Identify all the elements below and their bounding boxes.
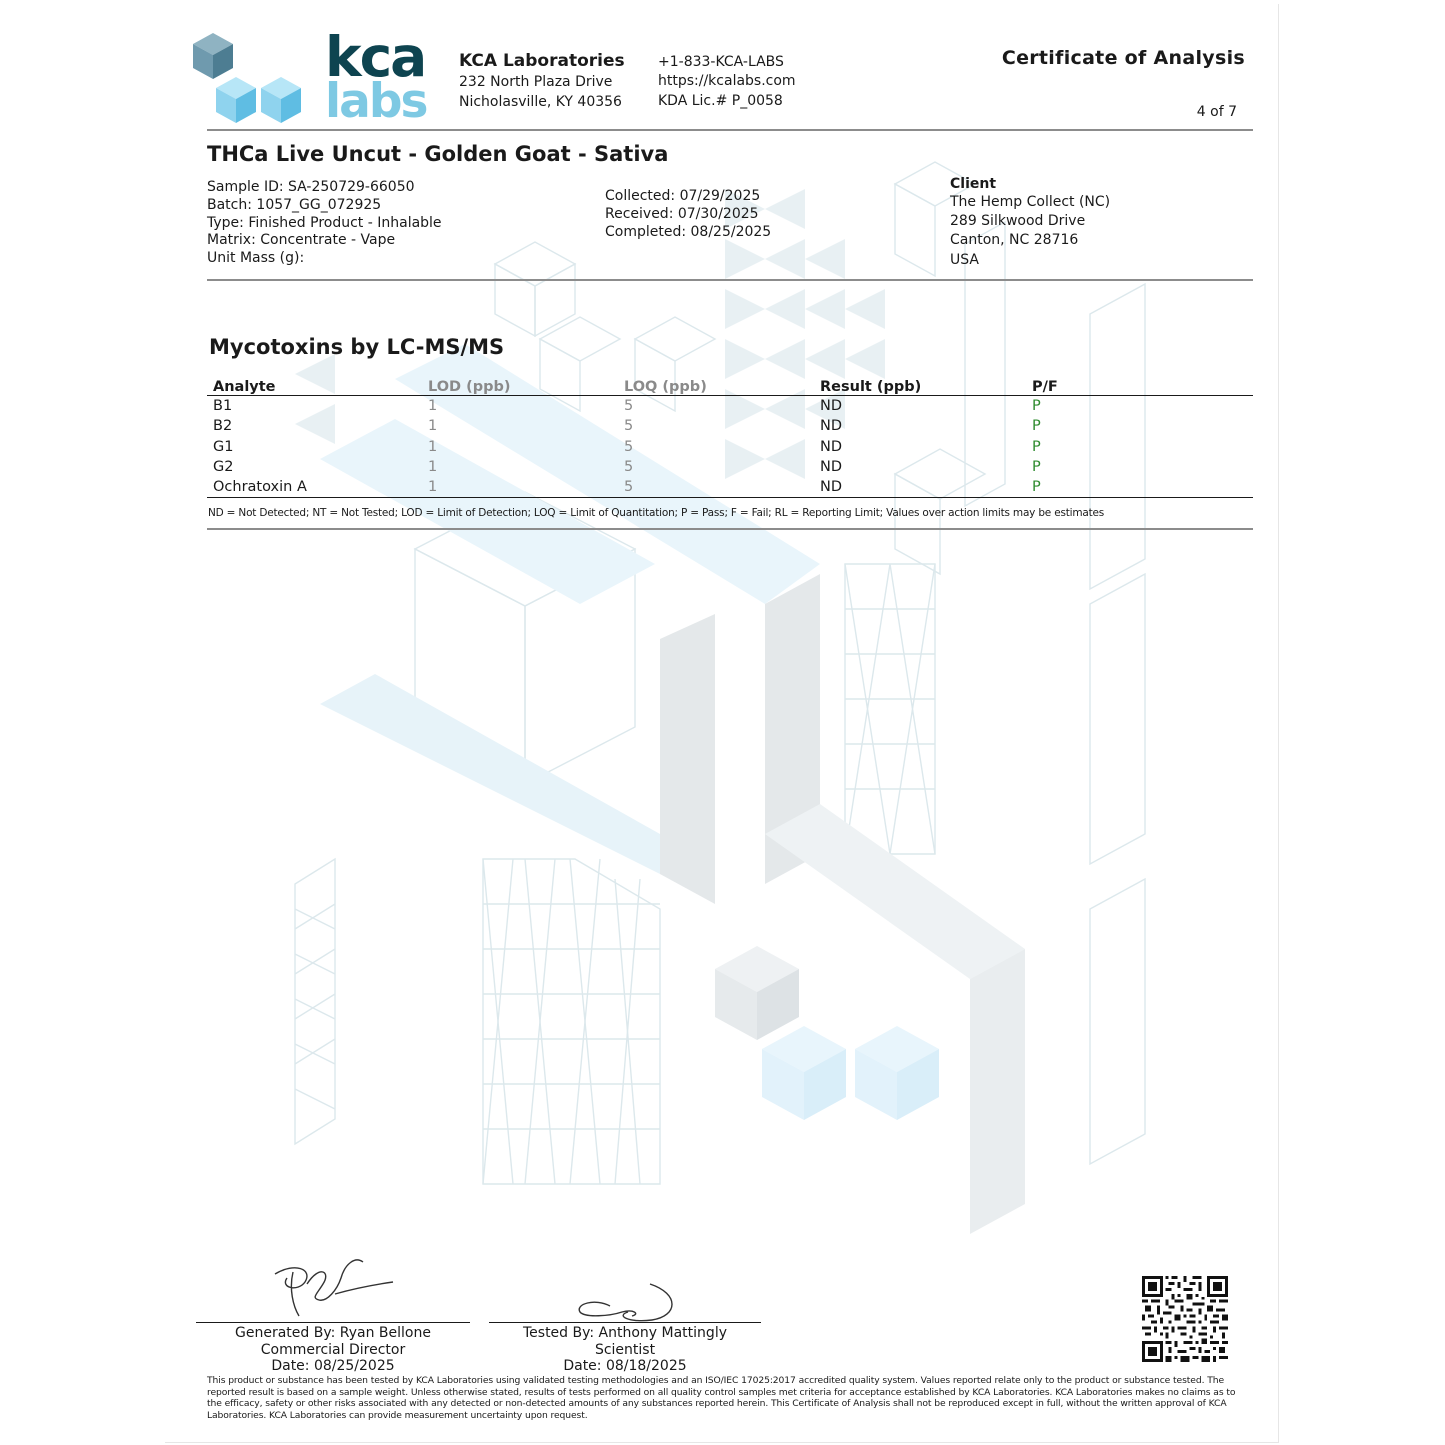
analyte-cell: B2 [213,418,233,435]
pf-cell: P [1032,459,1041,476]
lab-website: https://kcalabs.com [658,73,796,89]
received-date: Received: 07/30/2025 [605,205,759,222]
table-row [207,477,1253,498]
table-row [207,437,1253,457]
sample-matrix: Matrix: Concentrate - Vape [207,232,396,249]
logo-wordmark-bottom: labs [325,74,427,129]
tested-by-role: Scientist [594,1341,656,1358]
lod-cell: 1 [428,479,438,496]
result-cell: ND [820,398,843,415]
sample-details [207,179,442,268]
header-divider [207,129,1253,131]
lod-cell: 1 [428,438,438,455]
client-heading: Client [950,176,997,192]
pf-cell: P [1032,438,1041,455]
sample-type: Type: Finished Product - Inhalable [207,214,442,231]
batch: Batch: 1057_GG_072925 [207,196,382,213]
col-lod-header: LOD (ppb) [428,379,511,395]
qr-code-icon[interactable] [1142,1276,1228,1362]
document-title: Certificate of Analysis [1001,47,1245,69]
table-row [207,457,1253,477]
table-legend: ND = Not Detected; NT = Not Tested; LOD = Limit of Detection; LOQ = Limit of Quantitation; P = Pass; F = Fail; RL = Reporting Limit; Values over action limits may be estimates [208,507,1105,519]
lab-address-line1: 232 North Plaza Drive [459,74,613,90]
sample-id: Sample ID: SA-250729-66050 [207,179,415,195]
client-name: The Hemp Collect (NC) [950,194,1111,210]
completed-date: Completed: 08/25/2025 [605,223,772,240]
pf-cell: P [1032,398,1041,415]
analyte-cell: G2 [213,459,234,476]
client-street: 289 Silkwood Drive [950,213,1086,230]
loq-cell: 5 [624,398,634,415]
loq-cell: 5 [624,459,634,476]
col-loq-header: LOQ (ppb) [624,379,707,395]
product-title: THCa Live Uncut - Golden Goat - Sativa [207,142,669,166]
generated-by-role: Commercial Director [260,1341,406,1358]
pf-cell: P [1032,418,1041,435]
generated-by-block [196,1325,470,1375]
result-cell: ND [820,459,843,476]
table-header-row [207,375,1253,396]
legal-disclaimer: This product or substance has been tested by KCA Laboratories using validated testing methodologies and an ISO/IEC 17025:2017 accredited quality system. Values reported relate only to the product or substance tested. The reported result is based on a sample weight. Unless otherwise stated, results of tests performed on all quality control samples met criteria for acceptance established by KCA Laboratories. KCA Laboratories makes no claims as to the efficacy, safety or other risks associated with any detected or non-detected amounts of any substances reported herein. This Certificate of Analysis shall not be reproduced except in full, without the written approval of KCA Laboratories. KCA Laboratories can provide measurement uncertainty upon request. [207,1375,1236,1421]
pf-cell: P [1032,479,1041,496]
lod-cell: 1 [428,418,438,435]
page-number: 4 of 7 [1196,104,1237,120]
analyte-cell: G1 [213,438,234,455]
signature-line-tested [489,1322,761,1323]
tested-by-name: Tested By: Anthony Mattingly [522,1325,727,1341]
client-block [950,176,1110,270]
loq-cell: 5 [624,479,634,496]
loq-cell: 5 [624,418,634,435]
lod-cell: 1 [428,398,438,415]
analyte-cell: Ochratoxin A [213,479,307,496]
signature-line-generated [196,1322,470,1323]
logo-wordmark-top: kca [325,25,426,89]
col-pf-header: P/F [1032,379,1058,395]
generated-by-date: Date: 08/25/2025 [271,1358,395,1374]
product-divider [207,279,1253,281]
table-bottom-divider [207,528,1253,530]
table-row [207,396,1253,417]
sample-dates [605,188,771,241]
signature-ryan-bellone [265,1254,405,1324]
unit-mass: Unit Mass (g): [207,250,305,267]
table-row [207,416,1253,436]
tested-by-block [489,1325,761,1375]
lab-address-line2: Nicholasville, KY 40356 [459,94,622,110]
signature-anthony-mattingly [570,1276,690,1326]
col-result-header: Result (ppb) [820,379,922,395]
col-analyte-header: Analyte [213,379,276,395]
generated-by-name: Generated By: Ryan Bellone [235,1325,431,1341]
result-cell: ND [820,418,843,435]
result-cell: ND [820,438,843,455]
lod-cell: 1 [428,459,438,476]
lab-license: KDA Lic.# P_0058 [658,93,783,109]
client-country: USA [950,251,979,268]
result-cell: ND [820,479,843,496]
lab-name: KCA Laboratories [459,51,625,71]
analyte-cell: B1 [213,398,233,415]
collected-date: Collected: 07/29/2025 [605,188,761,204]
lab-phone: +1-833-KCA-LABS [658,54,784,70]
section-title: Mycotoxins by LC-MS/MS [209,335,505,359]
kca-logo-icon [191,32,306,127]
tested-by-date: Date: 08/18/2025 [563,1358,687,1374]
certificate-page [165,4,1279,1443]
loq-cell: 5 [624,438,634,455]
client-city: Canton, NC 28716 [950,232,1079,249]
mycotoxins-table [207,375,1253,498]
